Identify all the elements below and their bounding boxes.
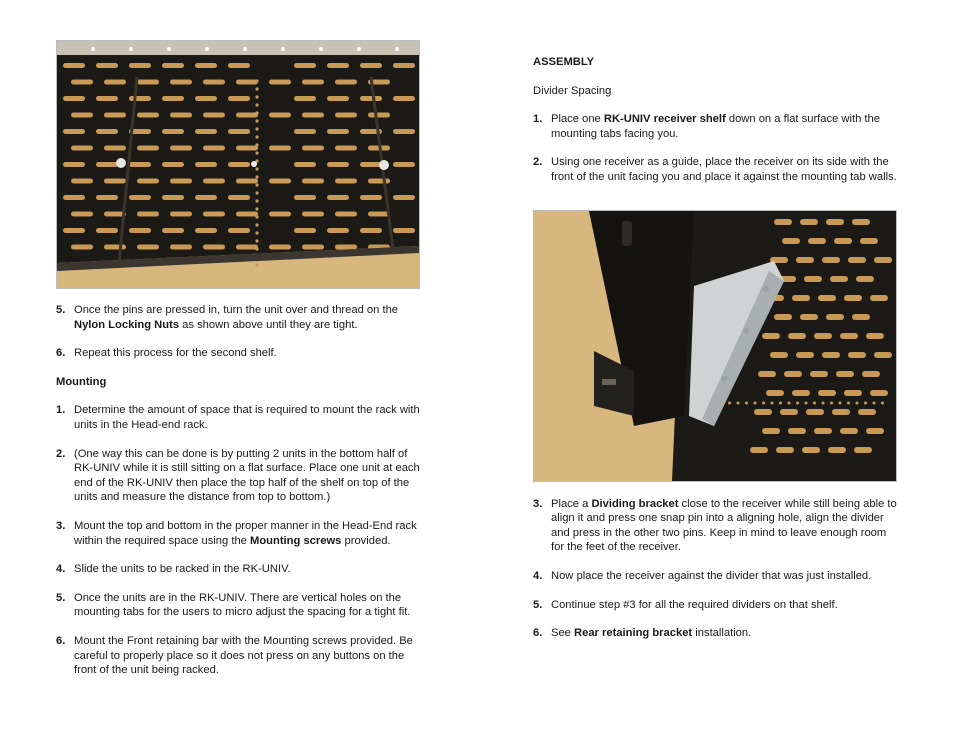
step-item (56, 403, 420, 432)
shelf-slot (170, 146, 192, 151)
center-hole (255, 223, 258, 226)
shelf-slot (836, 371, 854, 377)
shelf-slot (170, 179, 192, 184)
shelf-slot (96, 195, 118, 200)
floor-hole (864, 401, 867, 404)
center-hole (255, 95, 258, 98)
shelf-slot (754, 409, 772, 415)
step-item (533, 155, 897, 184)
floor-hole (873, 401, 876, 404)
bracket-pin-2 (743, 328, 749, 334)
shelf-slot (104, 113, 126, 118)
shelf-slot (170, 80, 192, 85)
floor-hole (728, 401, 731, 404)
right-column (533, 55, 897, 641)
shelf-slot (822, 352, 840, 358)
center-hole (255, 143, 258, 146)
shelf-slot (327, 162, 349, 167)
shelf-slot (335, 80, 357, 85)
shelf-slot (195, 162, 217, 167)
shelf-slot (269, 212, 291, 217)
shelf-slot (335, 146, 357, 151)
center-hole (255, 263, 258, 266)
rear-edge-hole (357, 47, 361, 51)
step-text: Once the pins are pressed in, turn the unit over and thread on the (74, 304, 399, 316)
shelf-slot (844, 390, 862, 396)
center-hole (255, 199, 258, 202)
shelf-slot (236, 179, 258, 184)
center-hole (255, 87, 258, 90)
shelf-slot (335, 212, 357, 217)
step-text: Continue step #3 for all the required dividers on that shelf. (551, 598, 838, 611)
step-text: Mount the Front retaining bar with the Mounting screws provided. Be careful to properly place so it does not press on any buttons on the front of the unit being racked. (74, 634, 413, 677)
shelf-slot (327, 96, 349, 101)
step-text: Place one (551, 113, 604, 126)
step-text: Determine the amount of space that is required to mount the rack with units in the Head-end rack. (74, 404, 420, 431)
shelf-slot (302, 80, 324, 85)
shelf-slot (228, 96, 250, 101)
step-number: 1. (56, 404, 66, 417)
shelf-slot (63, 195, 85, 200)
shelf-slot (776, 447, 794, 453)
step-number: 6. (533, 627, 543, 640)
rear-edge-hole (167, 47, 171, 51)
step-item (56, 634, 420, 678)
shelf-slot (368, 113, 390, 118)
shelf-slot (63, 129, 85, 134)
shelf-slot (104, 146, 126, 151)
floor-hole (796, 401, 799, 404)
step-item (56, 591, 420, 620)
shelf-slot (63, 228, 85, 233)
rear-edge-hole (129, 47, 133, 51)
divider-bracket-photo (533, 210, 897, 482)
shelf-slot (129, 96, 151, 101)
shelf-slot (203, 146, 225, 151)
shelf-slot (195, 228, 217, 233)
step-text: Repeat this process for the second shelf. (74, 347, 277, 360)
shelf-slot (788, 428, 806, 434)
step-text: Slide the units to be racked in the RK-UNIV. (74, 563, 291, 576)
shelf-pins-illustration (57, 41, 419, 288)
shelf-slot (236, 80, 258, 85)
shelf-slot (302, 212, 324, 217)
rear-edge-hole (243, 47, 247, 51)
center-hole (255, 167, 258, 170)
floor-hole (805, 401, 808, 404)
shelf-slot (327, 63, 349, 68)
assembly-heading: ASSEMBLY (533, 56, 595, 68)
step-emphasis: Nylon Locking Nuts (74, 318, 180, 331)
shelf-slot (162, 195, 184, 200)
shelf-slot (834, 238, 852, 244)
shelf-slot (129, 63, 151, 68)
step-number: 5. (56, 304, 66, 316)
shelf-slot (96, 162, 118, 167)
step-text: as shown above until they are tight. (179, 318, 358, 331)
center-hole (255, 247, 258, 250)
shelf-slot (368, 179, 390, 184)
shelf-slot (360, 162, 382, 167)
step-number: 5. (533, 598, 543, 611)
rear-edge-hole (91, 47, 95, 51)
shelf-slot (162, 162, 184, 167)
shelf-slot (800, 314, 818, 320)
shelf-slot (137, 212, 159, 217)
shelf-slot (822, 257, 840, 263)
rear-edge-hole (205, 47, 209, 51)
step-text: Place a (551, 497, 592, 510)
step-number: 3. (56, 519, 66, 532)
shelf-slot (269, 179, 291, 184)
shelf-slot (71, 146, 93, 151)
floor-hole (813, 401, 816, 404)
step-item (56, 447, 420, 505)
step-item (533, 112, 897, 141)
shelf-slot (327, 195, 349, 200)
right-steps-bottom (533, 497, 897, 641)
shelf-slot (129, 228, 151, 233)
shelf-slot (228, 162, 250, 167)
step-text: See (551, 627, 575, 640)
step-number: 1. (533, 113, 543, 126)
shelf-slot (302, 146, 324, 151)
shelf-slot (335, 113, 357, 118)
shelf-slot (195, 63, 217, 68)
mounting-steps (56, 403, 420, 677)
shelf-slot (826, 219, 844, 225)
center-hole (255, 119, 258, 122)
center-hole (255, 191, 258, 194)
rear-edge-hole (395, 47, 399, 51)
shelf-slot (104, 179, 126, 184)
center-hole (255, 175, 258, 178)
step-emphasis: Mounting screws (250, 534, 342, 547)
shelf-slot (269, 245, 291, 250)
shelf-slot (302, 179, 324, 184)
mounting-heading: Mounting (56, 375, 107, 388)
shelf-slot (195, 195, 217, 200)
step-item (56, 346, 420, 361)
floor-hole (881, 401, 884, 404)
shelf-slot (858, 409, 876, 415)
step-number: 3. (533, 497, 543, 510)
center-hole (255, 151, 258, 154)
center-hole (255, 183, 258, 186)
shelf-slot (203, 80, 225, 85)
center-hole (255, 231, 258, 234)
step-number: 6. (56, 634, 66, 647)
shelf-slot (766, 390, 784, 396)
shelf-slot (393, 129, 415, 134)
shelf-slot (393, 63, 415, 68)
shelf-slot (840, 333, 858, 339)
shelf-rear-edge (57, 41, 419, 55)
shelf-slot (195, 129, 217, 134)
center-hole (255, 79, 258, 82)
shelf-slot (770, 352, 788, 358)
shelf-slot (870, 295, 888, 301)
shelf-slot (874, 352, 892, 358)
step-text: Once the units are in the RK-UNIV. There are vertical holes on the mounting tabs for the users to micro adjust the spacing for a tight fit. (74, 591, 411, 619)
shelf-slot (228, 195, 250, 200)
shelf-slot (203, 245, 225, 250)
shelf-slot (137, 113, 159, 118)
center-hole (255, 111, 258, 114)
shelf-slot (170, 212, 192, 217)
shelf-slot (874, 257, 892, 263)
shelf-slot (862, 371, 880, 377)
shelf-slot (71, 245, 93, 250)
shelf-slot (170, 113, 192, 118)
floor-hole (847, 401, 850, 404)
shelf-slot (840, 428, 858, 434)
shelf-slot (294, 228, 316, 233)
shelf-slot (162, 129, 184, 134)
step-number: 2. (533, 156, 543, 169)
step-number: 6. (56, 347, 66, 360)
shelf-slot (96, 228, 118, 233)
step-item (533, 497, 897, 555)
shelf-slot (203, 212, 225, 217)
shelf-slot (162, 96, 184, 101)
shelf-slot (852, 219, 870, 225)
floor-hole (839, 401, 842, 404)
shelf-slot (360, 228, 382, 233)
shelf-slot (162, 228, 184, 233)
shelf-slot (294, 96, 316, 101)
divider-spacing-subheading: Divider Spacing (533, 84, 612, 97)
center-hole (255, 103, 258, 106)
floor-hole (788, 401, 791, 404)
shelf-slot (828, 447, 846, 453)
shelf-slot (269, 80, 291, 85)
step-text: Mount the top and bottom in the proper manner in the Head-End rack within the required space using the (74, 519, 417, 547)
shelf-slot (800, 219, 818, 225)
shelf-slot (808, 238, 826, 244)
step-emphasis: RK-UNIV receiver shelf (603, 113, 726, 126)
shelf-slot (780, 409, 798, 415)
shelf-slot (129, 162, 151, 167)
shelf-slot (96, 96, 118, 101)
shelf-slot (814, 333, 832, 339)
floor-hole (762, 401, 765, 404)
step-item (533, 598, 897, 613)
shelf-slot (792, 295, 810, 301)
shelf-slot (63, 162, 85, 167)
floor-hole (779, 401, 782, 404)
step-text: Now place the receiver against the divider that was just installed. (551, 569, 872, 582)
shelf-slot (774, 314, 792, 320)
shelf-slot (762, 428, 780, 434)
floor-hole (737, 401, 740, 404)
rear-edge-hole (281, 47, 285, 51)
shelf-slot (393, 228, 415, 233)
step-item (56, 303, 420, 332)
shelf-slot (856, 276, 874, 282)
shelf-slot (848, 257, 866, 263)
shelf-slot (63, 96, 85, 101)
shelf-slot (71, 212, 93, 217)
shelf-slot (792, 390, 810, 396)
shelf-slot (236, 212, 258, 217)
shelf-slot (866, 333, 884, 339)
shelf-slot (236, 146, 258, 151)
left-column (56, 40, 420, 678)
step-item (56, 562, 420, 577)
bracket-pin-3 (721, 376, 727, 382)
step-text: close to the receiver while still being able to align it and press one snap pin into a aligning hole, align the divider and press in the other two pins. Keep in mind to leave enough room for the feet of the receiver. (551, 497, 897, 554)
shelf-slot (866, 428, 884, 434)
shelf-slot (335, 179, 357, 184)
step-text: provided. (341, 534, 391, 547)
left-steps-top (56, 303, 420, 361)
shelf-slot (71, 179, 93, 184)
shelf-slot (302, 245, 324, 250)
shelf-slot (360, 195, 382, 200)
shelf-slot (818, 295, 836, 301)
rear-edge-hole (319, 47, 323, 51)
step-item (533, 626, 897, 641)
snap-pin-right (379, 160, 389, 170)
shelf-slot (327, 228, 349, 233)
shelf-slot (804, 276, 822, 282)
step-text: installation. (692, 627, 752, 640)
shelf-slot (137, 146, 159, 151)
shelf-slot (774, 219, 792, 225)
shelf-slot (762, 333, 780, 339)
shelf-slot (826, 314, 844, 320)
shelf-slot (796, 352, 814, 358)
shelf-slot (137, 80, 159, 85)
shelf-slot (393, 162, 415, 167)
shelf-slot (852, 314, 870, 320)
shelf-slot (137, 179, 159, 184)
shelf-slot (368, 212, 390, 217)
shelf-slot (802, 447, 820, 453)
divider-bracket-illustration (534, 211, 896, 481)
shelf-slot (294, 195, 316, 200)
shelf-slot (294, 162, 316, 167)
shelf-slot (788, 333, 806, 339)
shelf-slot (818, 390, 836, 396)
step-emphasis: Rear retaining bracket (574, 627, 693, 640)
shelf-slot (294, 129, 316, 134)
floor-hole (822, 401, 825, 404)
step-item (56, 519, 420, 548)
mounting-tab-slot (602, 379, 616, 385)
shelf-slot (104, 245, 126, 250)
shelf-slot (830, 276, 848, 282)
shelf-slot (228, 63, 250, 68)
shelf-slot (810, 371, 828, 377)
step-number: 4. (533, 569, 543, 582)
snap-pin-left (116, 158, 126, 168)
center-hole (255, 207, 258, 210)
step-number: 2. (56, 447, 66, 460)
floor-hole (856, 401, 859, 404)
floor-hole (745, 401, 748, 404)
floor-hole (771, 401, 774, 404)
shelf-slot (71, 113, 93, 118)
shelf-slot (784, 371, 802, 377)
shelf-slot (228, 228, 250, 233)
shelf-slot (137, 245, 159, 250)
shelf-slot (796, 257, 814, 263)
snap-pin-center (251, 161, 257, 167)
shelf-slot (104, 80, 126, 85)
shelf-slot (96, 63, 118, 68)
shelf-slot (854, 447, 872, 453)
shelf-slot (129, 195, 151, 200)
shelf-slot (844, 295, 862, 301)
shelf-slot (236, 113, 258, 118)
step-item (533, 569, 897, 584)
shelf-slot (758, 371, 776, 377)
shelf-slot (750, 447, 768, 453)
shelf-slot (806, 409, 824, 415)
shelf-slot (228, 129, 250, 134)
shelf-slot (360, 63, 382, 68)
shelf-slot (335, 245, 357, 250)
shelf-slot (860, 238, 878, 244)
shelf-slot (269, 113, 291, 118)
shelf-slot (782, 238, 800, 244)
shelf-slot (360, 96, 382, 101)
bracket-pin-1 (763, 286, 769, 292)
center-hole (255, 127, 258, 130)
shelf-slot (814, 428, 832, 434)
shelf-slot (294, 63, 316, 68)
shelf-slot (393, 96, 415, 101)
shelf-slot (269, 146, 291, 151)
shelf-slot (832, 409, 850, 415)
shelf-slot (71, 80, 93, 85)
shelf-pins-photo (56, 40, 420, 289)
right-steps-top (533, 112, 897, 184)
shelf-slot (63, 63, 85, 68)
shelf-slot (236, 245, 258, 250)
step-number: 4. (56, 563, 66, 576)
step-text: (One way this can be done is by putting 2 units in the bottom half of RK-UNIV while it is still sitting on a flat surface. Place one unit at each end of the RK-UNIV then place the top half of the shelf on top of the units and measure the distance from top to bottom.) (74, 447, 420, 504)
step-emphasis: Dividing bracket (591, 497, 679, 510)
shelf-slot (870, 390, 888, 396)
step-text: Using one receiver as a guide, place the receiver on its side with the front of the unit facing you and place it against the mounting tab walls. (551, 156, 897, 183)
floor-hole (754, 401, 757, 404)
center-hole (255, 215, 258, 218)
shelf-slot (162, 63, 184, 68)
shelf-slot (203, 179, 225, 184)
step-text: down on a flat surface with the mounting tabs facing you. (551, 113, 880, 140)
shelf-slot (393, 195, 415, 200)
shelf-slot (848, 352, 866, 358)
shelf-slot (302, 113, 324, 118)
shelf-slot (203, 113, 225, 118)
step-number: 5. (56, 591, 66, 604)
shelf-slot (96, 129, 118, 134)
center-hole (255, 135, 258, 138)
shelf-slot (195, 96, 217, 101)
center-hole (255, 239, 258, 242)
floor-hole (830, 401, 833, 404)
receiver-knob (622, 221, 632, 246)
shelf-slot (327, 129, 349, 134)
shelf-slot (170, 245, 192, 250)
